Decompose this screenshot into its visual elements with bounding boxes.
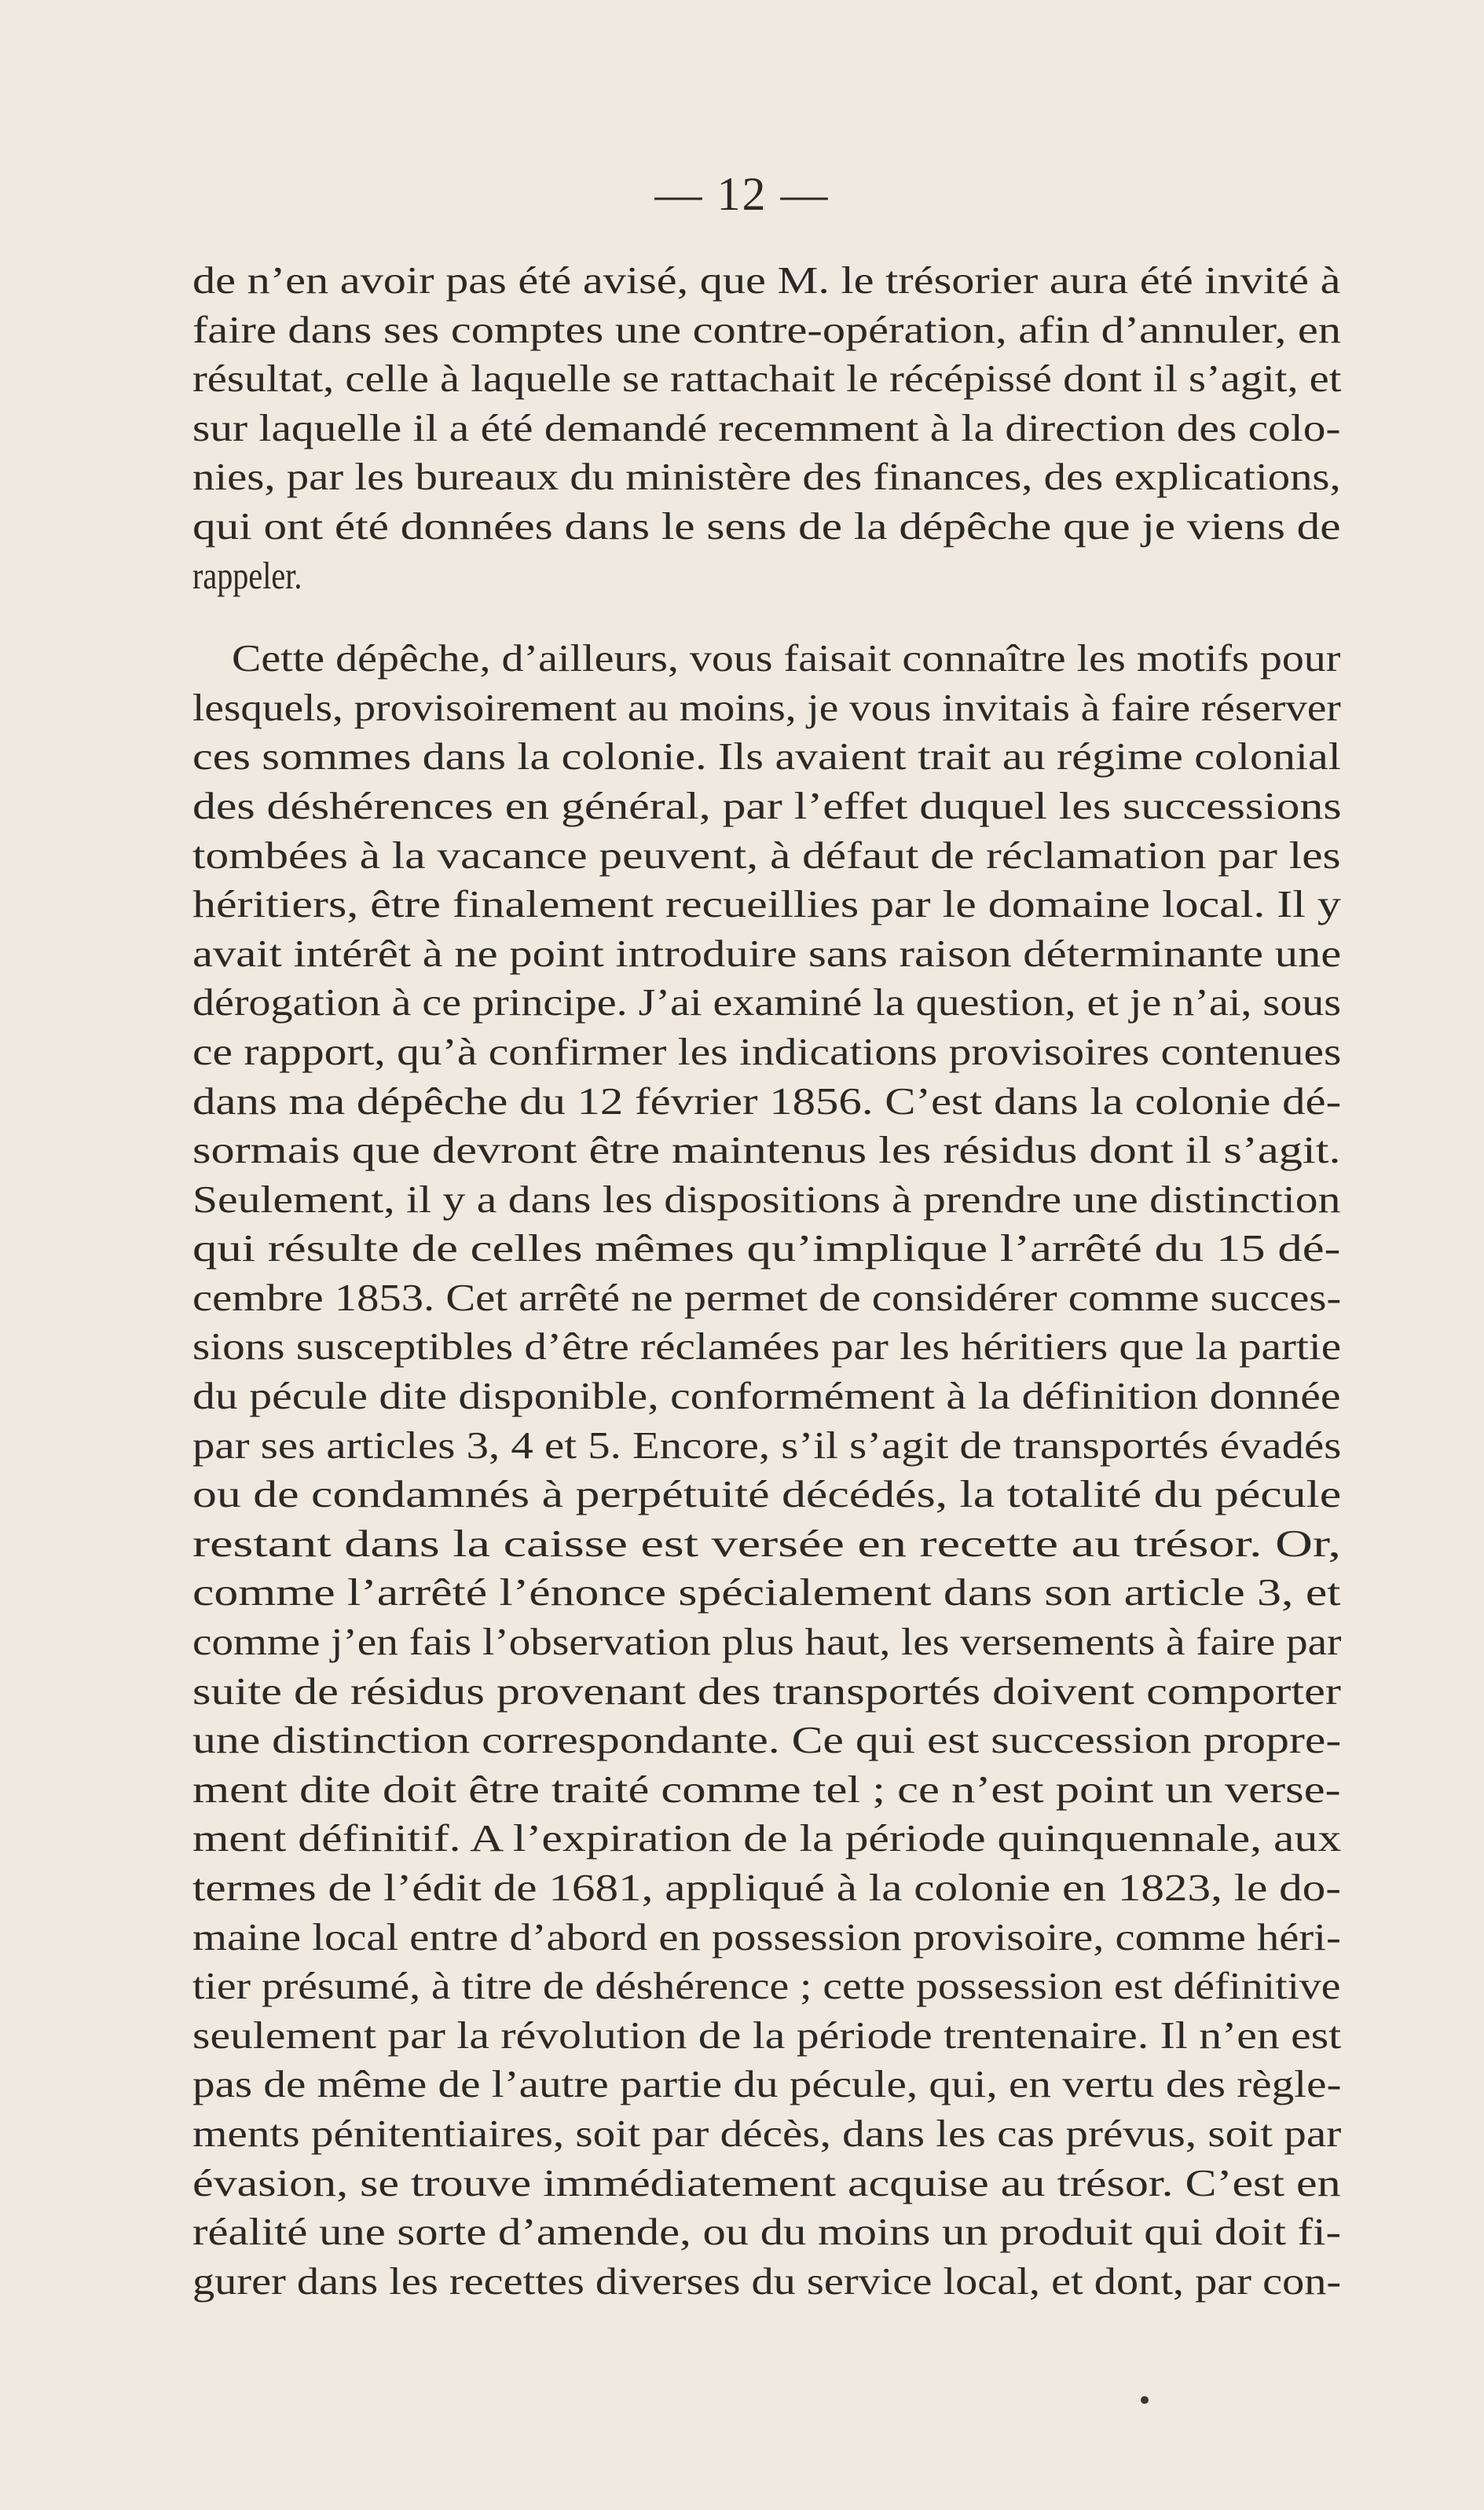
text-line [192,404,1341,453]
text-line [192,2060,1341,2109]
text-line [192,683,1341,733]
text-line [192,1028,1341,1077]
text-line [192,1372,1341,1421]
text-line [192,1175,1341,1225]
text-line [192,1962,1341,2011]
text-line [192,256,1341,306]
line-text: du pécule dite disponible, conformément à la définition donnée [192,1374,1341,1418]
paragraph-2 [192,634,1341,2306]
line-text: lesquels, provisoirement au moins, je vous invitais à faire réserver [192,685,1341,729]
body-text [192,256,1341,2306]
text-line [192,880,1341,929]
line-text: pas de même de l’autre partie du pécule, qui, en vertu des règle- [192,2062,1342,2106]
line-text: gurer dans les recettes diverses du service local, et dont, par con- [192,2259,1342,2303]
line-text: dérogation à ce principe. J’ai examiné la question, et je n’ai, sous [192,980,1342,1024]
line-text: résultat, celle à laquelle se rattachait le récépissé dont il s’agit, et [192,357,1342,401]
line-text: termes de l’édit de 1681, appliqué à la colonie en 1823, le do- [192,1866,1342,1909]
line-text: qui ont été données dans le sens de la dépêche que je viens de [192,504,1341,548]
text-line [192,1421,1341,1471]
text-line [192,2159,1341,2208]
text-line [192,2208,1341,2257]
text-line [192,1470,1341,1519]
line-text: faire dans ses comptes une contre-opération, afin d’annuler, en [192,307,1341,351]
line-text: comme j’en fais l’observation plus haut, les versements à faire par [192,1620,1342,1664]
text-line [192,453,1341,502]
text-line [192,306,1341,355]
text-line [192,1126,1341,1175]
text-line [192,782,1341,831]
line-text: ces sommes dans la colonie. Ils avaient trait au régime colonial [192,735,1341,779]
text-line [192,929,1341,979]
text-line [192,1667,1341,1717]
text-line [192,2011,1341,2061]
line-text: sormais que devront être maintenus les résidus dont il s’agit. [192,1128,1341,1172]
line-text: ment dite doit être traité comme tel ; ce n’est point un verse- [192,1767,1341,1811]
line-text: sions susceptibles d’être réclamées par les héritiers que la partie [192,1325,1342,1369]
line-text: Seulement, il y a dans les dispositions à prendre une distinction [192,1177,1341,1221]
line-text: tombées à la vacance peuvent, à défaut de réclamation par les [192,833,1341,877]
line-text: Cette dépêche, d’ailleurs, vous faisait connaître les motifs pour [232,636,1341,680]
page-number: — 12 — [654,168,830,220]
text-line [192,1913,1341,1962]
line-text: avait intérêt à ne point introduire sans raison déterminante une [192,931,1342,975]
text-line [192,1863,1341,1913]
line-text: héritiers, être finalement recueillies par le domaine local. Il y [192,882,1341,926]
line-text: suite de résidus provenant des transportés doivent comporter [192,1669,1341,1713]
text-line [192,354,1341,404]
text-line [192,1568,1341,1618]
text-line [192,634,1341,683]
line-text: ce rapport, qu’à confirmer les indications provisoires contenues [192,1029,1342,1073]
text-line [192,732,1341,782]
line-text: dans ma dépêche du 12 février 1856. C’est dans la colonie dé- [192,1079,1342,1123]
paragraph-1 [192,256,1341,600]
line-text: une distinction correspondante. Ce qui est succession propre- [192,1718,1342,1762]
line-text: cembre 1853. Cet arrêté ne permet de considérer comme succes- [192,1275,1342,1319]
line-text: évasion, se trouve immédiatement acquise au trésor. C’est en [192,2160,1341,2204]
text-line [192,1765,1341,1815]
text-line [192,978,1341,1028]
line-text: restant dans la caisse est versée en recette au trésor. Or, [192,1521,1341,1565]
text-line [192,1814,1341,1863]
text-line [192,1618,1341,1667]
line-text: par ses articles 3, 4 et 5. Encore, s’il s’agit de transportés évadés [192,1423,1342,1467]
line-text: nies, par les bureaux du ministère des finances, des explications, [192,455,1341,499]
line-text: des déshérences en général, par l’effet duquel les successions [192,783,1342,827]
text-line [192,1273,1341,1323]
text-line [192,1077,1341,1127]
line-text: sur laquelle il a été demandé recemment à la direction des colo- [192,405,1341,449]
text-line [192,831,1341,881]
text-line [192,502,1341,551]
text-line [192,551,1341,601]
text-line [192,1322,1341,1372]
line-text: rappeler. [192,553,302,597]
text-line [192,2109,1341,2159]
line-text: ment définitif. A l’expiration de la période quinquennale, aux [192,1816,1342,1860]
ink-dot [1141,2396,1149,2404]
line-text: de n’en avoir pas été avisé, que M. le trésorier aura été invité à [192,258,1341,302]
text-line [192,1716,1341,1765]
line-text: seulement par la révolution de la période trentenaire. Il n’en est [192,2013,1342,2057]
text-line [192,1519,1341,1569]
line-text: tier présumé, à titre de déshérence ; cette possession est définitive [192,1964,1341,2008]
text-line [192,1224,1341,1273]
line-text: maine local entre d’abord en possession provisoire, comme héri- [192,1915,1341,1959]
paragraph-gap [192,600,1341,634]
line-text: ou de condamnés à perpétuité décédés, la totalité du pécule [192,1472,1342,1516]
line-text: réalité une sorte d’amende, ou du moins un produit qui doit fi- [192,2210,1342,2254]
line-text: ments pénitentiaires, soit par décès, dans les cas prévus, soit par [192,2111,1342,2155]
text-line [192,2257,1341,2307]
line-text: qui résulte de celles mêmes qu’implique l’arrêté du 15 dé- [192,1226,1341,1270]
line-text: comme l’arrêté l’énonce spécialement dans son article 3, et [192,1570,1341,1614]
